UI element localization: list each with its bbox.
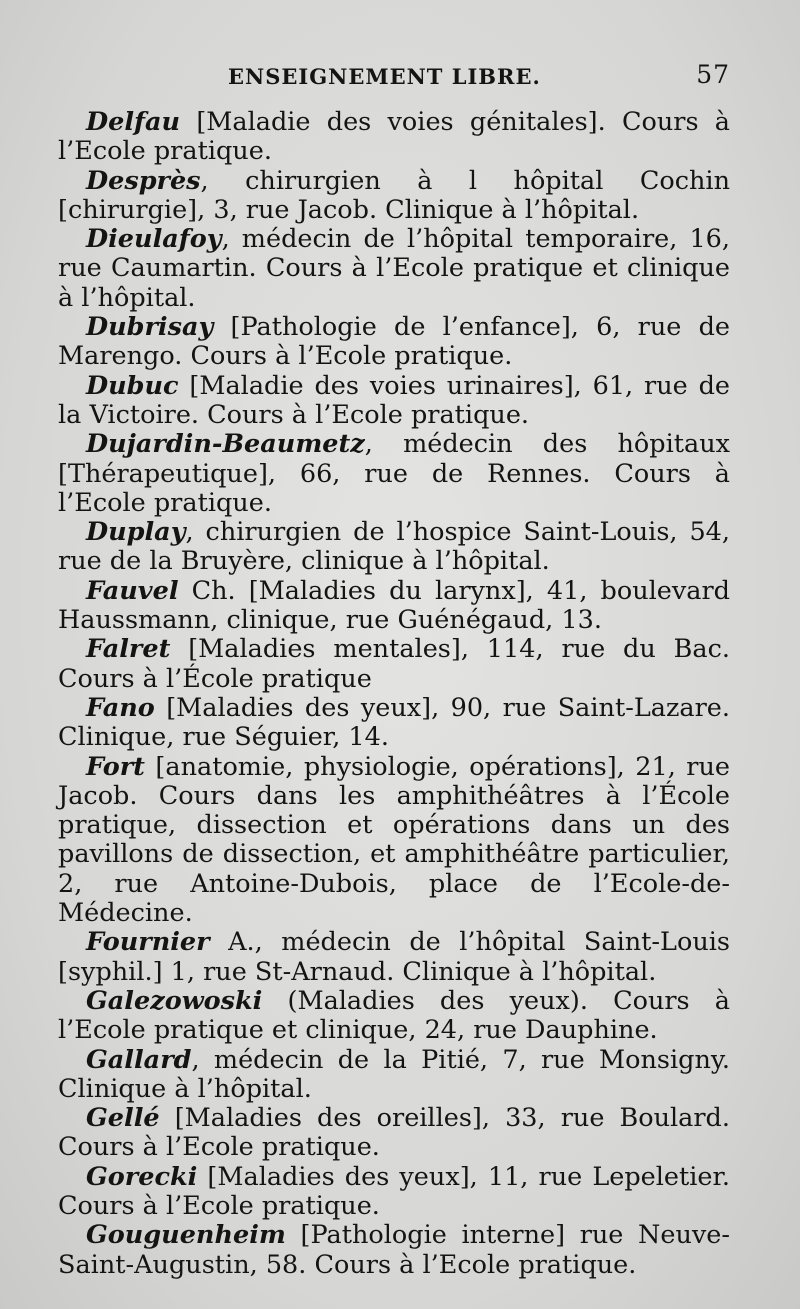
directory-entry: [58, 225, 730, 313]
entry-name: Fournier: [86, 927, 210, 958]
entry-text: [Maladie des voies génitales]. Cours à l’Ecole pratique.: [58, 107, 730, 167]
directory-entry: [58, 518, 730, 577]
directory-entry: [58, 1221, 730, 1280]
entry-text: , chirurgien de l’hospice Saint-Louis, 54, rue de la Bruyère, clinique à l’hôpital.: [58, 517, 730, 577]
directory-entry: [58, 430, 730, 518]
entry-name: Delfau: [86, 107, 181, 137]
entry-text: [Pathologie de l’enfance], 6, rue de Marengo. Cours à l’Ecole pratique.: [58, 312, 730, 372]
entry-name: Dujardin-Beaumetz: [86, 429, 365, 460]
directory-entry: [58, 753, 730, 929]
directory-entry: [58, 1046, 730, 1105]
entry-text: [Maladie des voies urinaires], 61, rue de la Victoire. Cours à l’Ecole pratique.: [58, 370, 730, 430]
entry-name: Duplay: [86, 517, 186, 548]
directory-entry: [58, 1163, 730, 1222]
running-head: [56, 58, 730, 102]
directory-entry: [58, 372, 730, 431]
entry-text: [Maladies des yeux], 90, rue Saint-Lazare. Clinique, rue Séguier, 14.: [58, 692, 730, 753]
entry-name: Gouguenheim: [86, 1220, 286, 1251]
entry-text: Ch. [Maladies du larynx], 41, boulevard Haussmann, clinique, rue Guénégaud, 13.: [58, 575, 730, 636]
directory-entry: [58, 635, 730, 694]
entry-text: , médecin de l’hôpital temporaire, 16, rue Caumartin. Cours à l’Ecole pratique et clinique à l’hôpital.: [58, 224, 730, 313]
entry-text: [anatomie, physiologie, opérations], 21, rue Jacob. Cours dans les amphithéâtres à l’École pratique, dissection et opérations dans un des pavillons de dissection, et amphithéâtre particulier, 2, rue Antoine-Dubois, place de l’Ecole-de-Médecine.: [58, 751, 730, 929]
entry-name: Dubrisay: [86, 312, 214, 343]
entry-name: Dubuc: [86, 370, 179, 401]
entry-text: [Maladies mentales], 114, rue du Bac. Cours à l’École pratique: [58, 634, 730, 694]
directory-entry: [58, 1104, 730, 1163]
entry-list: [56, 108, 730, 1280]
running-title: ENSEIGNEMENT LIBRE.: [228, 64, 541, 89]
directory-entry: [58, 987, 730, 1046]
entry-name: Desprès: [86, 165, 201, 196]
directory-entry: [58, 577, 730, 636]
entry-text: , médecin des hôpitaux [Thérapeutique], 66, rue de Rennes. Cours à l’Ecole pratique.: [58, 429, 730, 518]
entry-name: Gorecki: [86, 1161, 198, 1192]
entry-name: Gellé: [86, 1103, 160, 1134]
directory-entry: [58, 313, 730, 372]
entry-text: [Pathologie interne] rue Neuve-Saint-Augustin, 58. Cours à l’Ecole pratique.: [58, 1220, 730, 1280]
entry-text: A., médecin de l’hôpital Saint-Louis [syphil.] 1, rue St-Arnaud. Clinique à l’hôpital.: [58, 927, 730, 987]
entry-text: (Maladies des yeux). Cours à l’Ecole pratique et clinique, 24, rue Dauphine.: [58, 985, 730, 1046]
entry-name: Fano: [86, 692, 155, 723]
entry-text: , médecin de la Pitié, 7, rue Monsigny. Clinique à l’hôpital.: [58, 1044, 730, 1104]
entry-name: Dieulafoy: [86, 224, 222, 255]
directory-entry: [58, 694, 730, 753]
entry-name: Gallard: [86, 1044, 192, 1075]
entry-name: Fort: [86, 751, 145, 782]
entry-text: [Maladies des yeux], 11, rue Lepeletier. Cours à l’Ecole pratique.: [58, 1161, 730, 1221]
page-number: 57: [696, 60, 730, 89]
directory-entry: [58, 928, 730, 987]
entry-name: Galezowoski: [86, 985, 263, 1016]
directory-entry: [58, 108, 730, 167]
entry-text: , chirurgien à l hôpital Cochin [chirurgie], 3, rue Jacob. Clinique à l’hôpital.: [58, 165, 730, 225]
entry-name: Fauvel: [86, 575, 179, 606]
entry-text: [Maladies des oreilles], 33, rue Boulard. Cours à l’Ecole pratique.: [58, 1103, 730, 1163]
entry-name: Falret: [86, 634, 171, 665]
directory-entry: [58, 167, 730, 226]
